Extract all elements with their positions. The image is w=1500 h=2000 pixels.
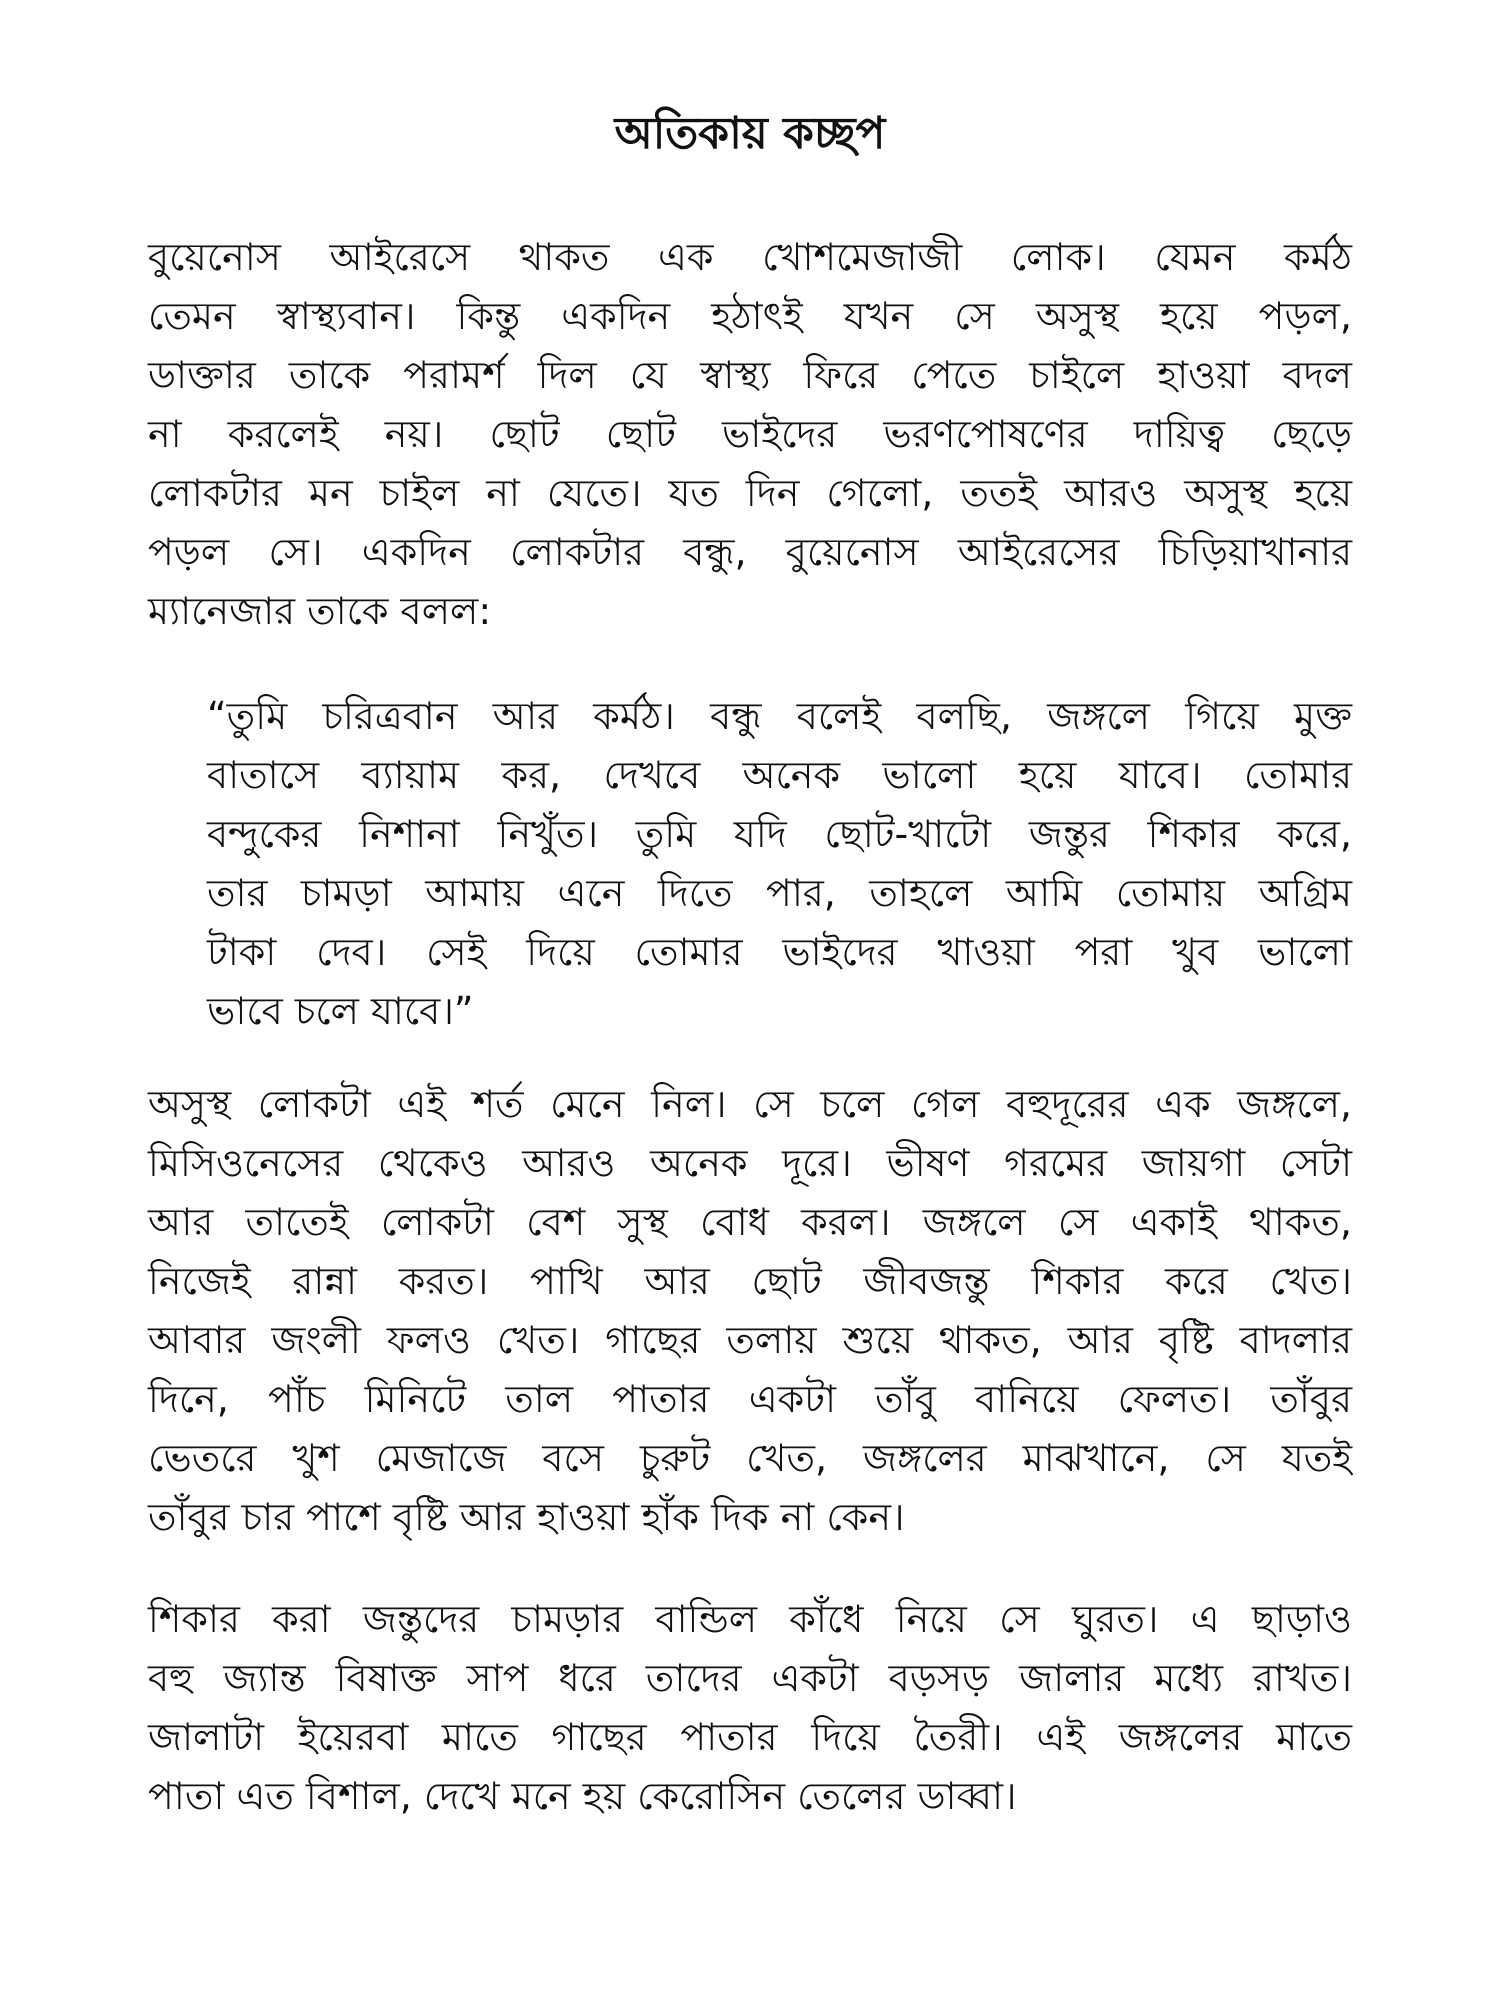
paragraph-2 <box>148 1075 1352 1547</box>
text-line: বুয়েনোস আইরেসে থাকত এক খোশমেজাজী লোক। যেমন কর্মঠ <box>148 235 1352 279</box>
paragraph-1 <box>148 228 1352 641</box>
text-line: জালাটা ইয়েরবা মাতে গাছের পাতার দিয়ে তৈরী। এই জঙ্গলের মাতে <box>148 1715 1352 1759</box>
text-line: ভেতরে খুশ মেজাজে বসে চুরুট খেত, জঙ্গলের মাঝখানে, সে যতই <box>148 1436 1352 1480</box>
text-line: আবার জংলী ফলও খেত। গাছের তলায় শুয়ে থাকত, আর বৃষ্টি বাদলার <box>148 1318 1352 1362</box>
text-line: মিসিওনেসের থেকেও আরও অনেক দূরে। ভীষণ গরমের জায়গা সেটা <box>148 1141 1352 1185</box>
text-line: তাঁবুর চার পাশে বৃষ্টি আর হাওয়া হাঁক দিক না কেন। <box>148 1495 905 1539</box>
text-line: বাতাসে ব্যায়াম কর, দেখবে অনেক ভালো হয়ে যাবে। তোমার <box>207 753 1352 797</box>
text-line: আর তাতেই লোকটা বেশ সুস্থ বোধ করল। জঙ্গলে সে একাই থাকত, <box>148 1200 1352 1244</box>
text-line: পাতা এত বিশাল, দেখে মনে হয় কেরোসিন তেলের ডাব্বা। <box>148 1774 1017 1818</box>
paragraph-3 <box>148 1590 1352 1826</box>
text-line: ম্যানেজার তাকে বলল: <box>148 589 492 633</box>
text-line: পড়ল সে। একদিন লোকটার বন্ধু, বুয়েনোস আইরেসের চিড়িয়াখানার <box>148 530 1352 574</box>
text-line: তেমন স্বাস্থ্যবান। কিন্তু একদিন হঠাৎই যখন সে অসুস্থ হয়ে পড়ল, <box>148 294 1352 338</box>
quoted-paragraph <box>207 687 1352 1041</box>
text-line: বন্দুকের নিশানা নিখুঁত। তুমি যদি ছোট-খাটো জন্তুর শিকার করে, <box>207 812 1352 856</box>
text-line: বহু জ্যান্ত বিষাক্ত সাপ ধরে তাদের একটা বড়সড় জালার মধ্যে রাখত। <box>148 1656 1352 1700</box>
text-line: টাকা দেব। সেই দিয়ে তোমার ভাইদের খাওয়া পরা খুব ভালো <box>207 930 1352 974</box>
text-line: “তুমি চরিত্রবান আর কর্মঠ। বন্ধু বলেই বলছি, জঙ্গলে গিয়ে মুক্ত <box>207 694 1352 738</box>
text-line: শিকার করা জন্তুদের চামড়ার বান্ডিল কাঁধে নিয়ে সে ঘুরত। এ ছাড়াও <box>148 1597 1352 1641</box>
story-title: অতিকায় কচ্ছপ <box>614 108 886 159</box>
text-line: ডাক্তার তাকে পরামর্শ দিল যে স্বাস্থ্য ফিরে পেতে চাইলে হাওয়া বদল <box>148 353 1352 397</box>
text-line: অসুস্থ লোকটা এই শর্ত মেনে নিল। সে চলে গেল বহুদূরের এক জঙ্গলে, <box>148 1082 1352 1126</box>
text-line: নিজেই রান্না করত। পাখি আর ছোট জীবজন্তু শিকার করে খেত। <box>148 1259 1352 1303</box>
text-line: দিনে, পাঁচ মিনিটে তাল পাতার একটা তাঁবু বানিয়ে ফেলত। তাঁবুর <box>148 1377 1352 1421</box>
text-line: না করলেই নয়। ছোট ছোট ভাইদের ভরণপোষণের দায়িত্ব ছেড়ে <box>148 412 1352 456</box>
text-line: ভাবে চলে যাবে।” <box>207 989 474 1033</box>
text-line: তার চামড়া আমায় এনে দিতে পার, তাহলে আমি তোমায় অগ্রিম <box>207 871 1352 915</box>
text-line: লোকটার মন চাইল না যেতে। যত দিন গেলো, ততই আরও অসুস্থ হয়ে <box>148 471 1352 515</box>
